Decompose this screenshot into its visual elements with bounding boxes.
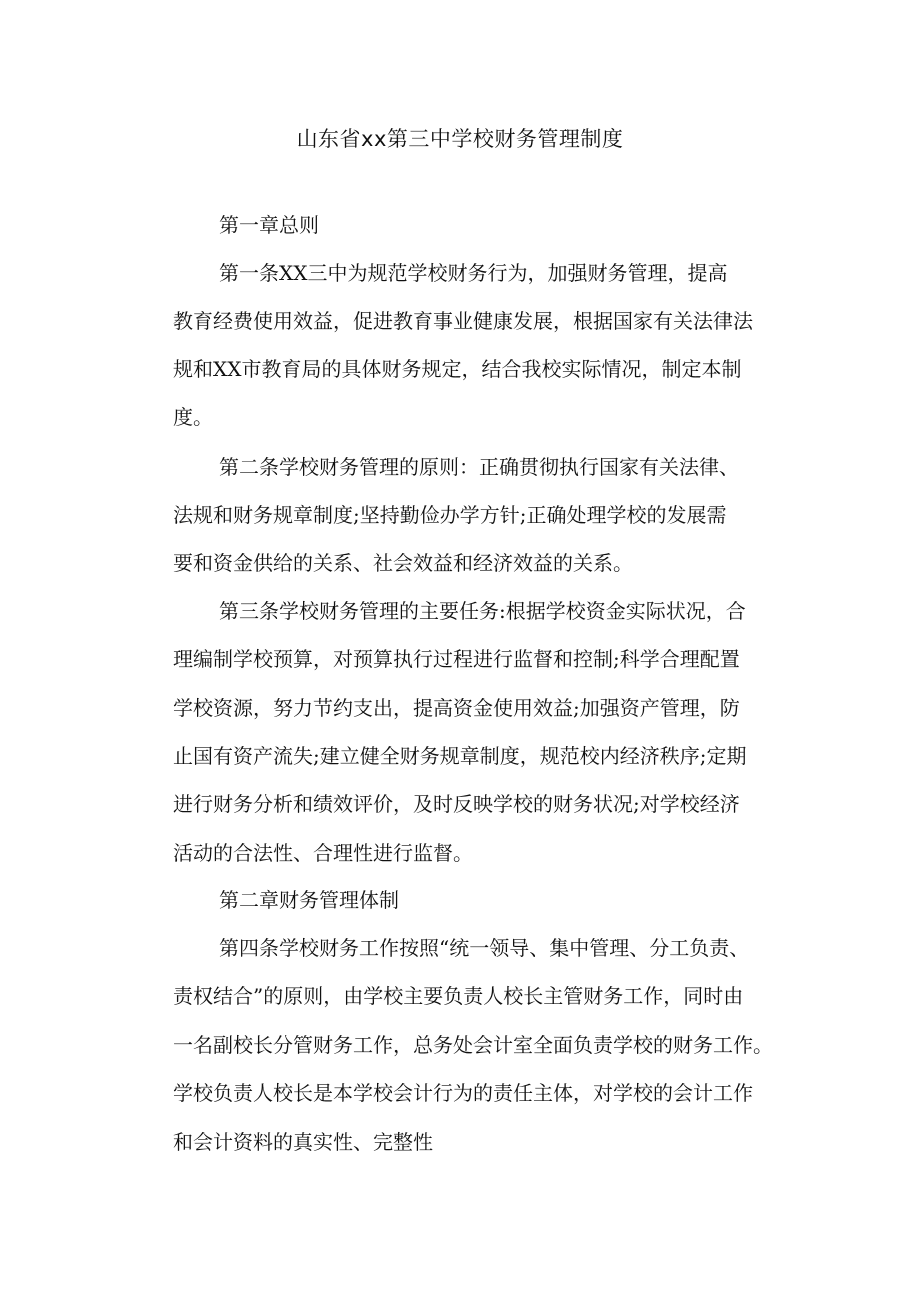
article-line: 规和XX市教育局的具体财务规定，结合我校实际情况，制定本制	[173, 357, 742, 381]
article-line: 第四条学校财务工作按照“统一领导、集中管理、分工负责、	[219, 936, 750, 960]
chapter-heading: 第一章总则	[219, 213, 319, 237]
article-line: 一名副校长分管财务工作，总务处会计室全面负责学校的财务工作。	[173, 1033, 773, 1057]
article-line: 法规和财务规章制度;坚持勤俭办学方针;正确处理学校的发展需	[173, 503, 727, 527]
article-line: 学校资源，努力节约支出，提高资金使用效益;加强资产管理，防	[173, 696, 740, 720]
document-title: 山东省xx第三中学校财务管理制度	[296, 127, 624, 151]
article-line: 进行财务分析和绩效评价，及时反映学校的财务状况;对学校经济	[173, 792, 740, 816]
article-line: 第三条学校财务管理的主要任务:根据学校资金实际状况，合	[219, 599, 746, 623]
article-line: 止国有资产流失;建立健全财务规章制度，规范校内经济秩序;定期	[173, 744, 747, 768]
article-line: 活动的合法性、合理性进行监督。	[173, 841, 473, 865]
chapter-heading: 第二章财务管理体制	[219, 888, 399, 912]
article-line: 和会计资料的真实性、完整性	[173, 1130, 433, 1154]
article-line: 第二条学校财务管理的原则：正确贯彻执行国家有关法律、	[219, 455, 739, 479]
article-line: 学校负责人校长是本学校会计行为的责任主体，对学校的会计工作	[173, 1081, 753, 1105]
article-line: 度。	[173, 405, 213, 429]
article-line: 责权结合”的原则，由学校主要负责人校长主管财务工作，同时由	[173, 984, 744, 1008]
article-line: 教育经费使用效益，促进教育事业健康发展，根据国家有关法律法	[173, 309, 753, 333]
article-line: 理编制学校预算，对预算执行过程进行监督和控制;科学合理配置	[173, 647, 740, 671]
article-line: 要和资金供给的关系、社会效益和经济效益的关系。	[173, 551, 633, 575]
article-line: 第一条XX三中为规范学校财务行为，加强财务管理，提高	[219, 261, 728, 285]
